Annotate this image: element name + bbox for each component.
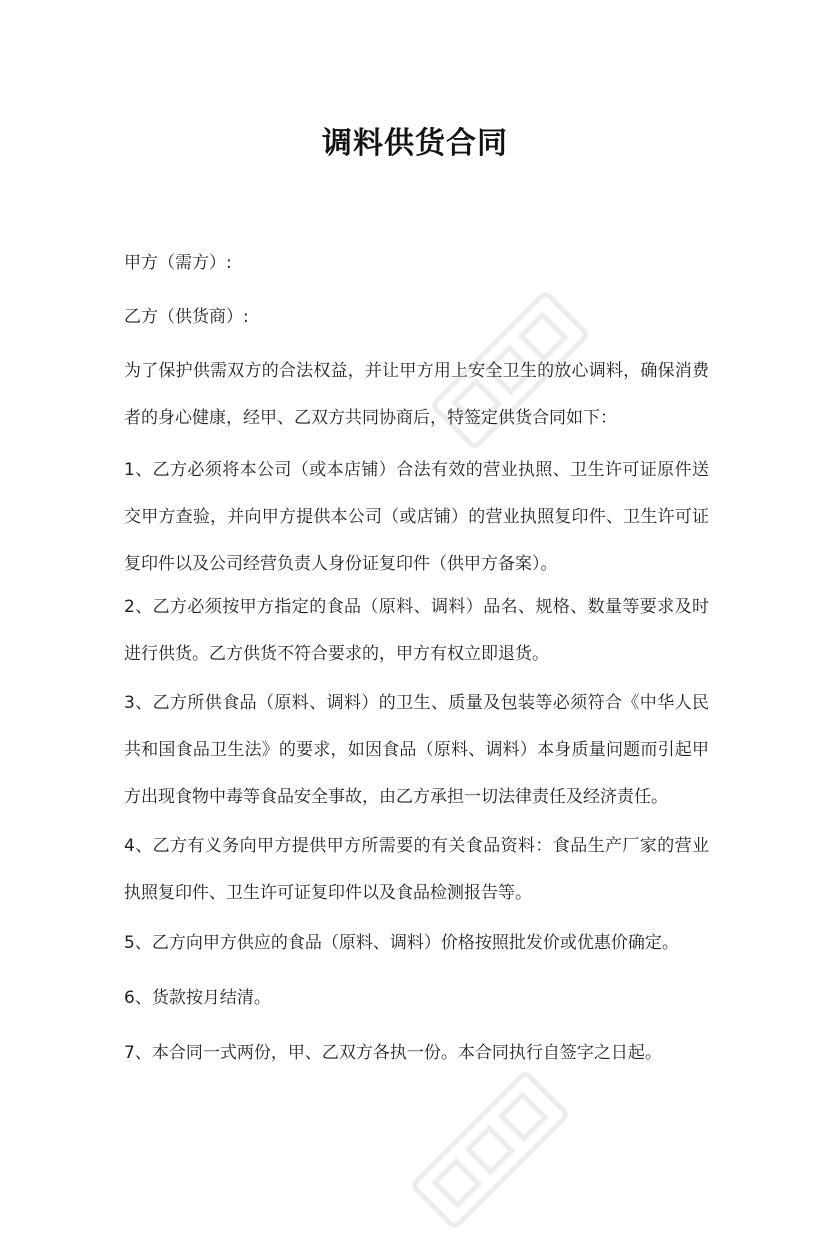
clause-5: 5、乙方向甲方供应的食品（原料、调料）价格按照批发价或优惠价确定。 <box>124 933 679 953</box>
watermark-stamp-icon <box>400 1060 580 1240</box>
clause-1: 1、乙方必须将本公司（或本店铺）合法有效的营业执照、卫生许可证原件送交甲方查验，并向甲方提供本公司（或店铺）的营业执照复印件、卫生许可证复印件以及公司经营负责人身份证复印件（供甲方备案）。 <box>124 460 709 574</box>
party-a-line: 甲方（需方）: <box>124 253 232 273</box>
clause-3: 3、乙方所供食品（原料、调料）的卫生、质量及包装等必须符合《中华人民共和国食品卫生法》的要求，如因食品（原料、调料）本身质量问题而引起甲方出现食物中毒等食品安全事故，由乙方承担一切法律责任及经济责任。 <box>124 693 709 807</box>
clause-7: 7、本合同一式两份，甲、乙双方各执一份。本合同执行自签字之日起。 <box>124 1043 662 1063</box>
clause-6: 6、货款按月结清。 <box>124 988 271 1008</box>
clause-2: 2、乙方必须按甲方指定的食品（原料、调料）品名、规格、数量等要求及时进行供货。乙方供货不符合要求的，甲方有权立即退货。 <box>124 597 709 664</box>
watermark-bottom <box>400 1060 580 1240</box>
preamble-paragraph: 为了保护供需双方的合法权益，并让甲方用上安全卫生的放心调料，确保消费者的身心健康，经甲、乙双方共同协商后，特签定供货合同如下： <box>124 361 709 428</box>
party-b-line: 乙方（供货商）: <box>124 307 249 327</box>
clause-4: 4、乙方有义务向甲方提供甲方所需要的有关食品资料：食品生产厂家的营业执照复印件、卫生许可证复印件以及食品检测报告等。 <box>124 836 709 903</box>
document-title: 调料供货合同 <box>322 126 508 161</box>
